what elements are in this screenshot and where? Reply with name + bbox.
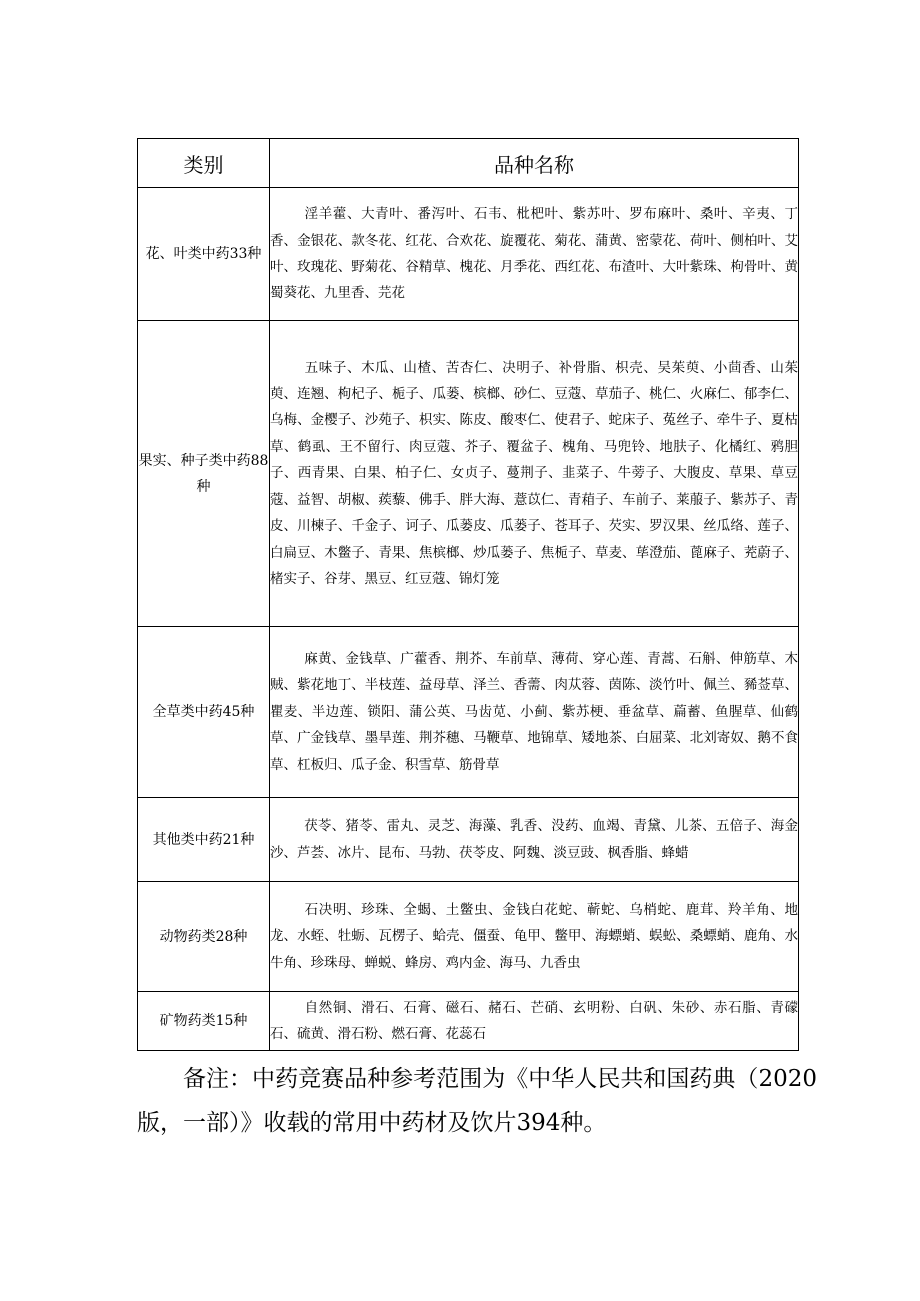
names-text: 石决明、珍珠、全蝎、土鳖虫、金钱白花蛇、蕲蛇、乌梢蛇、鹿茸、羚羊角、地龙、水蛭、牡蛎、瓦楞子、蛤壳、僵蚕、龟甲、鳖甲、海螵蛸、蜈蚣、桑螵蛸、鹿角、水牛角、珍珠母、蝉蜕、蜂房、鸡内金、海马、九香虫 [270,901,798,971]
names-text: 自然铜、滑石、石膏、磁石、赭石、芒硝、玄明粉、白矾、朱砂、赤石脂、青礞石、硫黄、滑石粉、燃石膏、花蕊石 [270,999,798,1042]
category-cell: 果实、种子类中药88种 [138,321,270,627]
herb-variety-table [137,138,799,1051]
names-text: 淫羊藿、大青叶、番泻叶、石韦、枇杷叶、紫苏叶、罗布麻叶、桑叶、辛夷、丁香、金银花、款冬花、红花、合欢花、旋覆花、菊花、蒲黄、密蒙花、荷叶、侧柏叶、艾叶、玫瑰花、野菊花、谷精草、槐花、月季花、西红花、布渣叶、大叶紫珠、枸骨叶、黄蜀葵花、九里香、芫花 [270,206,798,302]
table-row-flower-leaf [138,188,799,321]
header-names: 品种名称 [270,139,799,188]
names-text: 茯苓、猪苓、雷丸、灵芝、海藻、乳香、没药、血竭、青黛、儿茶、五倍子、海金沙、芦荟、冰片、昆布、马勃、茯苓皮、阿魏、淡豆豉、枫香脂、蜂蜡 [270,818,798,861]
table-row-mineral [138,992,799,1051]
category-cell: 矿物药类15种 [138,992,270,1051]
remark-paragraph: 备注：中药竞赛品种参考范围为《中华人民共和国药典（2020版，一部）》收载的常用中药材及饮片394种。 [137,1066,817,1136]
names-cell [270,882,799,992]
names-text: 五味子、木瓜、山楂、苦杏仁、决明子、补骨脂、枳壳、吴茱萸、小茴香、山茱萸、连翘、枸杞子、栀子、瓜蒌、槟榔、砂仁、豆蔻、草茄子、桃仁、火麻仁、郁李仁、乌梅、金樱子、沙苑子、枳实、陈皮、酸枣仁、使君子、蛇床子、菟丝子、牵牛子、夏枯草、鹤虱、王不留行、肉豆蔻、芥子、覆盆子、槐角、马兜铃、地肤子、化橘红、鸦胆子、西青果、白果、柏子仁、女贞子、蔓荆子、韭菜子、牛蒡子、大腹皮、草果、草豆蔻、益智、胡椒、蒺藜、佛手、胖大海、薏苡仁、青葙子、车前子、莱菔子、紫苏子、青皮、川楝子、千金子、诃子、瓜蒌皮、瓜蒌子、苍耳子、芡实、罗汉果、丝瓜络、莲子、白扁豆、木鳖子、青果、焦槟榔、炒瓜蒌子、焦栀子、草麦、荜澄茄、蓖麻子、茺蔚子、楮实子、谷芽、黑豆、红豆蔻、锦灯笼 [270,359,798,587]
category-cell: 全草类中药45种 [138,627,270,798]
names-cell [270,798,799,882]
table-header-row [138,139,799,188]
category-cell: 动物药类28种 [138,882,270,992]
names-cell [270,627,799,798]
names-cell [270,188,799,321]
names-text: 麻黄、金钱草、广藿香、荆芥、车前草、薄荷、穿心莲、青蒿、石斛、伸筋草、木贼、紫花地丁、半枝莲、益母草、泽兰、香薷、肉苁蓉、茵陈、淡竹叶、佩兰、豨莶草、瞿麦、半边莲、锁阳、蒲公英、马齿苋、小蓟、紫苏梗、垂盆草、萹蓄、鱼腥草、仙鹤草、广金钱草、墨旱莲、荆芥穗、马鞭草、地锦草、矮地茶、白屈菜、北刘寄奴、鹅不食草、杠板归、瓜子金、积雪草、筋骨草 [270,650,798,773]
names-cell [270,321,799,627]
table-row-fruit-seed [138,321,799,627]
category-cell: 其他类中药21种 [138,798,270,882]
header-category: 类别 [138,139,270,188]
category-cell: 花、叶类中药33种 [138,188,270,321]
table-row-other [138,798,799,882]
table-row-animal [138,882,799,992]
names-cell [270,992,799,1051]
table-row-whole-herb [138,627,799,798]
